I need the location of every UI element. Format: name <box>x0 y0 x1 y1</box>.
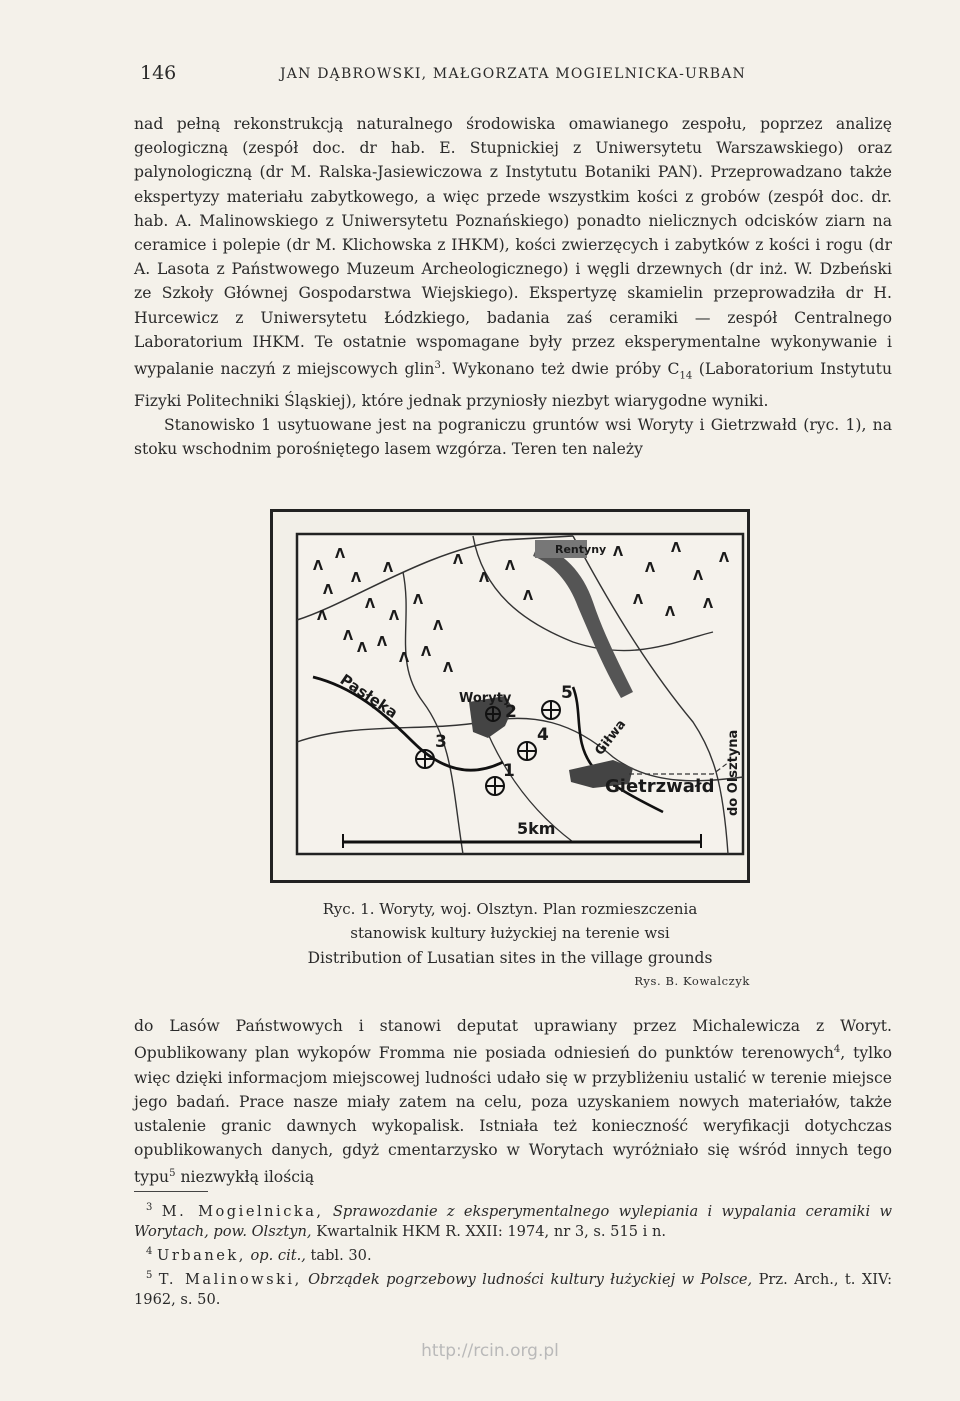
svg-text:Λ: Λ <box>665 605 676 620</box>
svg-text:Λ: Λ <box>633 593 644 608</box>
svg-text:Λ: Λ <box>383 561 394 576</box>
paragraph: Stanowisko 1 usytuowane jest na pograniczu gruntów wsi Woryty i Gietrzwałd (ryc. 1), na stoku wschodnim porośniętego lasem wzgórza. Teren ten należy <box>134 415 892 458</box>
footnote: $^4$ Urbanek, op. cit., tabl. 30. <box>146 1245 372 1264</box>
footnote: $^3$ M. Mogielnicka, Sprawozdanie z eksperymentalnego wylepiania i wypalania ceramiki w Worytach, pow. Olsztyn, Kwartalnik HKM R. XXII: 1974, nr 3, s. 515 i n. <box>134 1202 892 1240</box>
site-4 <box>518 742 536 760</box>
svg-text:Λ: Λ <box>335 547 346 562</box>
svg-text:Λ: Λ <box>613 545 624 560</box>
footnotes <box>134 1198 892 1310</box>
svg-text:Λ: Λ <box>433 619 444 634</box>
svg-text:Λ: Λ <box>719 551 730 566</box>
svg-text:Λ: Λ <box>443 661 454 676</box>
footnote: $^5$ T. Malinowski, Obrządek pogrzebowy ludności kultury łużyckiej w Polsce, Prz. Arch., t. XIV: 1962, s. 50. <box>134 1269 892 1308</box>
page-header <box>140 62 840 90</box>
svg-text:Λ: Λ <box>351 571 362 586</box>
page-number: 146 <box>140 62 177 84</box>
svg-text:Λ: Λ <box>313 559 324 574</box>
figure-caption-polish <box>260 897 760 945</box>
watermark-url: http://rcin.org.pl <box>421 1341 559 1361</box>
svg-text:Λ: Λ <box>479 571 490 586</box>
svg-text:3: 3 <box>435 732 447 752</box>
paragraph: nad pełną rekonstrukcją naturalnego środowiska omawianego zespołu, poprzez analizę geologiczną (zespół doc. dr hab. E. Stupnickiej z Uniwersytetu Warszawskiego) oraz palynologiczną (dr M. Ralska-Jasiewiczowa z Instytutu Botaniki PAN). Przeprowadzano także ekspertyzy materiału zabytkowego, a więc przede wszystkim kości z grobów (zespół doc. dr. hab. A. Malinowskiego z Uniwersytetu Poznańskiego) ponadto nielicznych odcisków ziarn na ceramice i polepie (dr M. Klichowska z IHKM), kości zwierzęcych i zabytków z kości i rogu (dr A. Lasota z Państwowego Muzeum Archeologicznego) i węgli drzewnych (dr inż. W. Dzbeński ze Szkoły Głównej Gospodarstwa Wiejskiego). Ekspertyzę skamielin przeprowadziła dr H. Hurcewicz z Uniwersytetu Łódzkiego, badania zaś ceramiki — zespół Centralnego Laboratorium IHKM. Te ostatnie wspomagane były przez eksperymentalne wykonywanie i wypalanie naczyń z miejscowych glin$^3$. Wykonano też dwie próby $C_{14}$ (Laboratorium Instytutu Fizyki Politechniki Śląskiej), które jednak przyniosły niezbyt wiarygodne wyniki. <box>134 115 892 410</box>
label-woryty: Woryty <box>459 691 512 706</box>
svg-text:Λ: Λ <box>323 583 334 598</box>
label-pasleka: Pasłęka <box>336 670 402 722</box>
site-3 <box>416 750 434 768</box>
svg-text:Λ: Λ <box>421 645 432 660</box>
svg-text:Λ: Λ <box>671 541 682 556</box>
svg-text:Λ: Λ <box>693 569 704 584</box>
svg-text:Λ: Λ <box>523 589 534 604</box>
figure-credit: Rys. B. Kowalczyk <box>634 974 750 988</box>
map-figure <box>270 509 750 883</box>
site-map <box>273 512 747 880</box>
label-rentyny: Rentyny <box>555 543 607 556</box>
scale-label: 5km <box>517 819 556 838</box>
site-2 <box>486 707 500 721</box>
svg-text:Λ: Λ <box>365 597 376 612</box>
svg-text:4: 4 <box>537 725 549 745</box>
label-gietrzwald: Gietrzwałd <box>605 776 715 797</box>
svg-text:Λ: Λ <box>357 641 368 656</box>
caption-line: stanowisk kultury łużyckiej na terenie wsi <box>350 924 670 942</box>
svg-text:Λ: Λ <box>389 609 400 624</box>
figure-caption-english: Distribution of Lusatian sites in the village grounds <box>307 949 713 967</box>
paragraph: do Lasów Państwowych i stanowi deputat uprawiany przez Michalewicza z Woryt. Opublikowany plan wykopów Fromma nie posiada odniesień do punktów terenowych$^4$, tylko więc dzięki informacjom miejscowej ludności udało się w przybliżeniu ustalić w terenie miejsce jego badań. Prace nasze miały zatem na celu, poza uzyskaniem nowych materiałów, także ustalenie granic dawnych wykopalisk. Istniała też konieczność weryfikacji dotychczas opublikowanych danych, gdyż cmentarzysko w Worytach wyróżniało się wśród innych tego typu$^5$ niezwykłą ilością <box>134 1017 892 1187</box>
svg-text:5: 5 <box>561 683 573 703</box>
body-text-bottom <box>134 1014 892 1190</box>
label-do-olsztyna: do Olsztyna <box>726 729 741 816</box>
svg-text:Λ: Λ <box>505 559 516 574</box>
footnote-rule <box>134 1191 208 1192</box>
site-1 <box>486 777 504 795</box>
svg-text:Λ: Λ <box>453 553 464 568</box>
body-text-top <box>134 112 892 461</box>
svg-text:Λ: Λ <box>703 597 714 612</box>
svg-text:Λ: Λ <box>399 651 410 666</box>
svg-text:1: 1 <box>503 761 515 781</box>
running-head: JAN DĄBROWSKI, MAŁGORZATA MOGIELNICKA-URBAN <box>280 66 747 82</box>
caption-line: Ryc. 1. Woryty, woj. Olsztyn. Plan rozmieszczenia <box>322 900 698 918</box>
site-5 <box>542 701 560 719</box>
svg-text:2: 2 <box>505 702 517 722</box>
svg-text:Λ: Λ <box>377 635 388 650</box>
svg-text:Λ: Λ <box>317 609 328 624</box>
svg-text:Λ: Λ <box>413 593 424 608</box>
label-gilwa: Giłwa <box>592 717 630 759</box>
svg-text:Λ: Λ <box>343 629 354 644</box>
svg-text:Λ: Λ <box>645 561 656 576</box>
